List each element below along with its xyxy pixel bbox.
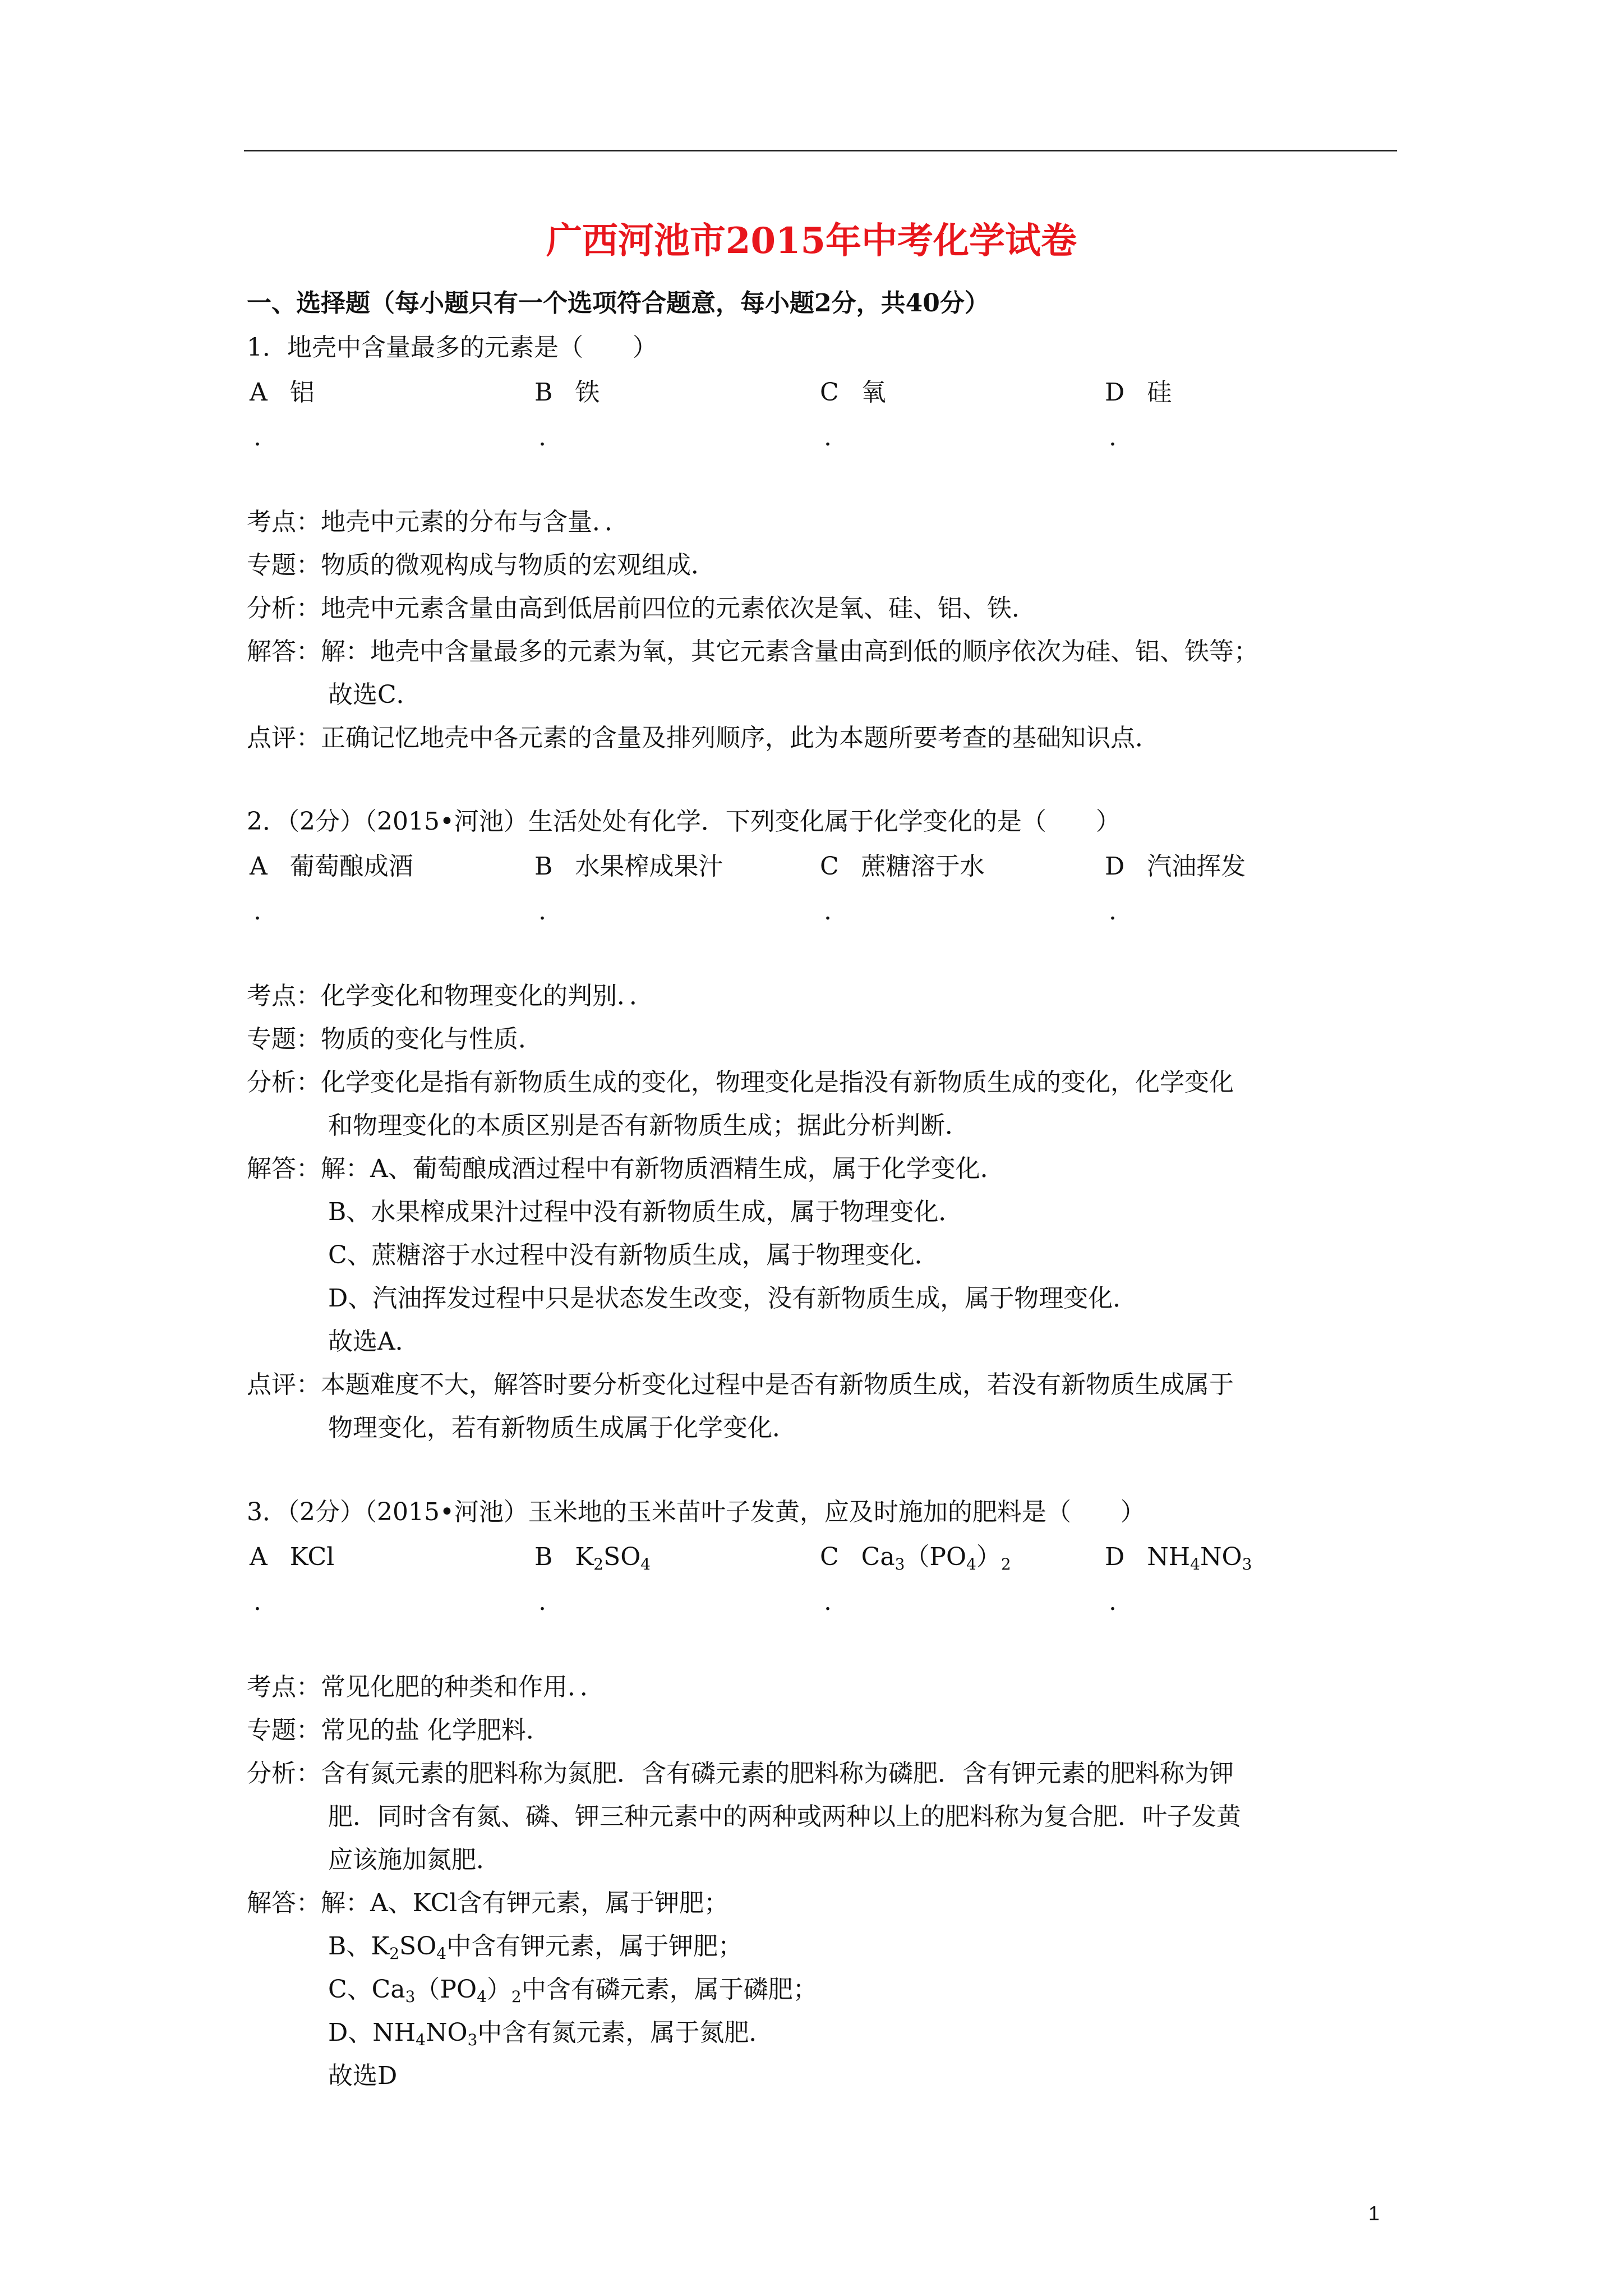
q1-option-b: B 铁 [534, 378, 600, 407]
q2-stem: 2．（2分）（2015•河池）生活处处有化学．下列变化属于化学变化的是（ ） [247, 807, 1121, 836]
header-rule [244, 150, 1397, 151]
q1-jieda-2: 故选C． [328, 680, 421, 709]
q3-option-d: D $NH_4NO_3$ [1105, 1543, 1252, 1573]
q2-zhuanti: 专题：物质的变化与性质． [247, 1025, 543, 1053]
q1-dot-d: . [1109, 423, 1117, 452]
q1-dot-b: . [538, 423, 546, 452]
page-number: 1 [1368, 2202, 1380, 2225]
q1-option-c: C 氧 [820, 378, 886, 407]
q3-option-b: B $K_2SO_4$ [534, 1543, 651, 1573]
page-title: 广西河池市2015年中考化学试卷 [546, 220, 1077, 262]
q3-dot-d: . [1109, 1588, 1117, 1616]
q2-jieda-2: B、水果榨成果汁过程中没有新物质生成，属于物理变化． [328, 1198, 963, 1226]
q3-option-a: A KCl [250, 1543, 335, 1571]
q3-kaodian: 考点：常见化肥的种类和作用．． [247, 1673, 605, 1701]
q2-dot-b: . [538, 897, 546, 926]
q3-option-c: C $Ca_3(PO_4)_2$ [820, 1543, 1011, 1573]
q3-jieda-2: B、$K_2SO_4$中含有钾元素，属于钾肥； [328, 1932, 743, 1963]
q2-kaodian: 考点：化学变化和物理变化的判别．． [247, 982, 654, 1010]
q3-jieda-3: C、$Ca_3(PO_4)_2$中含有磷元素，属于磷肥； [328, 1975, 818, 2006]
q3-fenxi-2: 肥．同时含有氮、磷、钾三种元素中的两种或两种以上的肥料称为复合肥．叶子发黄 [328, 1802, 1241, 1831]
q1-dot-c: . [824, 423, 832, 452]
q2-fenxi-1: 分析：化学变化是指有新物质生成的变化，物理变化是指没有新物质生成的变化，化学变化 [247, 1068, 1234, 1097]
q2-jieda-3: C、蔗糖溶于水过程中没有新物质生成，属于物理变化． [328, 1241, 939, 1269]
q2-dot-d: . [1109, 897, 1117, 926]
q1-zhuanti: 专题：物质的微观构成与物质的宏观组成． [247, 551, 716, 579]
q1-option-a: A 铝 [250, 378, 315, 407]
q3-fenxi-3: 应该施加氮肥． [328, 1846, 501, 1874]
q2-option-c: C 蔗糖溶于水 [820, 852, 985, 881]
q2-jieda-1: 解答：解：A、葡萄酿成酒过程中有新物质酒精生成，属于化学变化． [247, 1154, 1005, 1183]
q3-jieda-4: D、$NH_4NO_3$中含有氮元素，属于氮肥． [328, 2018, 774, 2049]
q3-dot-c: . [824, 1588, 832, 1616]
q1-dot-a: . [253, 423, 261, 452]
q3-jieda-1: 解答：解：A、KCl含有钾元素，属于钾肥； [247, 1889, 729, 1917]
q1-option-d: D 硅 [1105, 378, 1172, 407]
q1-dianping: 点评：正确记忆地壳中各元素的含量及排列顺序，此为本题所要考查的基础知识点． [247, 724, 1160, 752]
q2-dot-a: . [253, 897, 261, 926]
q3-zhuanti: 专题：常见的盐 化学肥料． [247, 1716, 551, 1745]
q2-jieda-4: D、汽油挥发过程中只是状态发生改变，没有新物质生成，属于物理变化． [328, 1284, 1138, 1313]
section-heading: 一、选择题（每小题只有一个选项符合题意，每小题2分，共40分） [247, 289, 989, 318]
q2-option-d: D 汽油挥发 [1105, 852, 1246, 881]
q3-fenxi-1: 分析：含有氮元素的肥料称为氮肥．含有磷元素的肥料称为磷肥．含有钾元素的肥料称为钾 [247, 1759, 1234, 1788]
q3-dot-b: . [538, 1588, 546, 1616]
q2-dianping-1: 点评：本题难度不大，解答时要分析变化过程中是否有新物质生成，若没有新物质生成属于 [247, 1370, 1234, 1399]
q3-stem: 3．（2分）（2015•河池）玉米地的玉米苗叶子发黄，应及时施加的肥料是（ ） [247, 1498, 1145, 1526]
q2-fenxi-2: 和物理变化的本质区别是否有新物质生成；据此分析判断． [328, 1111, 970, 1140]
q3-jieda-5: 故选D [328, 2062, 398, 2090]
q2-option-a: A 葡萄酿成酒 [250, 852, 413, 881]
q1-fenxi: 分析：地壳中元素含量由高到低居前四位的元素依次是氧、硅、铝、铁． [247, 594, 1036, 623]
q1-jieda-1: 解答：解：地壳中含量最多的元素为氧，其它元素含量由高到低的顺序依次为硅、铝、铁等； [247, 637, 1258, 666]
q2-option-b: B 水果榨成果汁 [534, 852, 723, 881]
q1-stem: 1．地壳中含量最多的元素是（ ） [247, 333, 657, 362]
q2-dot-c: . [824, 897, 832, 926]
q2-jieda-5: 故选A． [328, 1327, 420, 1356]
q2-dianping-2: 物理变化，若有新物质生成属于化学变化． [328, 1414, 797, 1442]
q1-kaodian: 考点：地壳中元素的分布与含量．． [247, 508, 629, 536]
q3-dot-a: . [253, 1588, 261, 1616]
